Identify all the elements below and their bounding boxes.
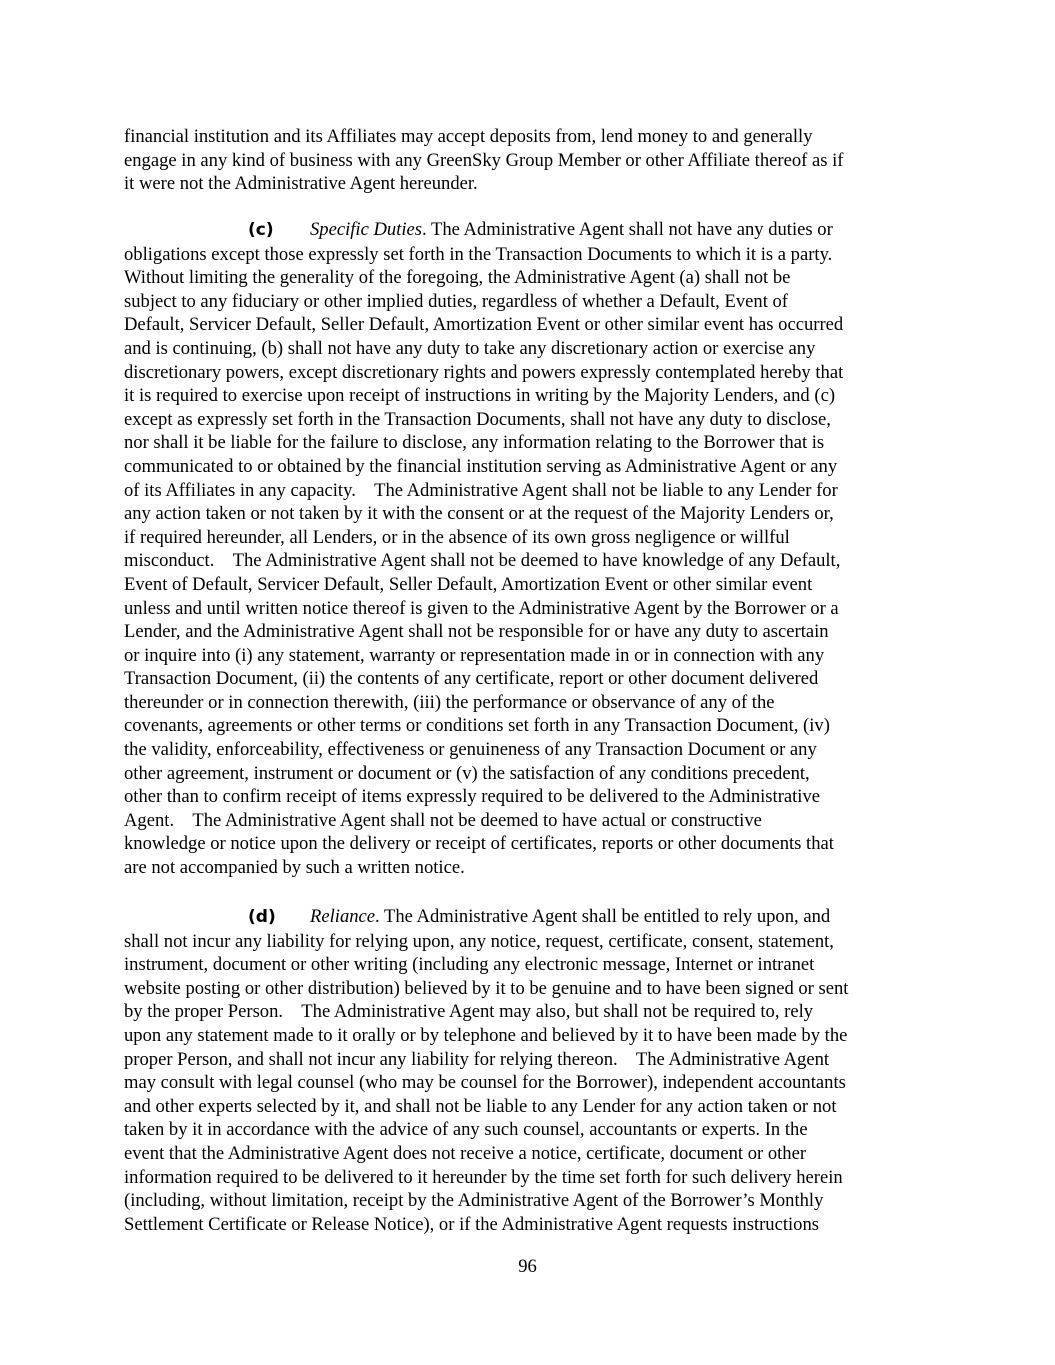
text-line: Default, Servicer Default, Seller Default, Amortization Event or other similar event has occurred [124, 314, 844, 336]
text-line: upon any statement made to it orally or by telephone and believed by it to have been made by the [124, 1024, 848, 1046]
page-number: 96 [518, 1256, 537, 1277]
text-line: Lender, and the Administrative Agent shall not be responsible for or have any duty to ascertain [124, 621, 829, 643]
paragraph-c-specific-duties [124, 218, 936, 880]
paragraph-d-reliance [124, 905, 936, 1236]
text-line: other than to confirm receipt of items expressly required to be delivered to the Administrative [124, 786, 821, 808]
text-line: Settlement Certificate or Release Notice), or if the Administrative Agent requests instructions [124, 1213, 820, 1235]
text-line: are not accompanied by such a written notice. [124, 857, 465, 879]
paragraph-first-line [124, 905, 936, 930]
text-line: website posting or other distribution) believed by it to be genuine and to have been signed or sent [124, 977, 849, 999]
text-line: shall not incur any liability for relying upon, any notice, request, certificate, consent, statement, [124, 930, 834, 952]
text-line: other agreement, instrument or document or (v) the satisfaction of any conditions precedent, [124, 762, 810, 784]
text-line: discretionary powers, except discretionary rights and powers expressly contemplated hereby that [124, 361, 844, 383]
text-line: Without limiting the generality of the foregoing, the Administrative Agent (a) shall not be [124, 267, 791, 289]
text-fragment: . The Administrative Agent shall not have any duties or [422, 219, 833, 240]
text-line: any action taken or not taken by it with the consent or at the request of the Majority Lenders or, [124, 503, 834, 525]
text-line: may consult with legal counsel (who may be counsel for the Borrower), independent accountants [124, 1072, 846, 1094]
text-line: instrument, document or other writing (including any electronic message, Internet or intranet [124, 954, 815, 976]
text-line: financial institution and its Affiliates may accept deposits from, lend money to and generally [124, 126, 813, 147]
section-heading: Reliance [310, 906, 376, 927]
text-line: and other experts selected by it, and shall not be liable to any Lender for any action taken or not [124, 1095, 837, 1117]
text-line: engage in any kind of business with any GreenSky Group Member or other Affiliate thereof as if [124, 149, 844, 171]
paragraph-first-line [124, 218, 936, 243]
text-line: by the proper Person. The Administrative Agent may also, but shall not be required to, rely [124, 1001, 814, 1023]
text-line: it is required to exercise upon receipt of instructions in writing by the Majority Lenders, and (c) [124, 385, 836, 407]
text-line: and is continuing, (b) shall not have any duty to take any discretionary action or exercise any [124, 337, 816, 359]
text-line: the validity, enforceability, effectiveness or genuineness of any Transaction Document or any [124, 739, 817, 761]
text-line: knowledge or notice upon the delivery or receipt of certificates, reports or other documents that [124, 833, 834, 855]
text-line: Transaction Document, (ii) the contents of any certificate, report or other document delivered [124, 668, 819, 690]
text-line: information required to be delivered to it hereunder by the time set forth for such delivery herein [124, 1166, 843, 1188]
text-line: it were not the Administrative Agent hereunder. [124, 173, 478, 195]
text-line: obligations except those expressly set forth in the Transaction Documents to which it is a party. [124, 243, 833, 265]
text-line: nor shall it be liable for the failure to disclose, any information relating to the Borrower that is [124, 432, 825, 454]
text-line: event that the Administrative Agent does not receive a notice, certificate, document or other [124, 1142, 807, 1164]
section-marker: (d) [248, 907, 276, 927]
text-line: if required hereunder, all Lenders, or in the absence of its own gross negligence or willful [124, 526, 790, 548]
text-line: proper Person, and shall not incur any liability for relying thereon. The Administrative Agent [124, 1048, 830, 1070]
text-line: unless and until written notice thereof is given to the Administrative Agent by the Borrower or a [124, 597, 839, 619]
section-heading: Specific Duties [310, 219, 423, 240]
text-line: except as expressly set forth in the Transaction Documents, shall not have any duty to disclose, [124, 408, 831, 430]
paragraph-b-continuation [124, 125, 936, 196]
text-line: Event of Default, Servicer Default, Seller Default, Amortization Event or other similar event [124, 573, 813, 595]
text-line: subject to any fiduciary or other implied duties, regardless of whether a Default, Event of [124, 290, 788, 312]
text-line: misconduct. The Administrative Agent shall not be deemed to have knowledge of any Default, [124, 550, 841, 572]
text-line: taken by it in accordance with the advice of any such counsel, accountants or experts. In the [124, 1119, 808, 1141]
text-line: communicated to or obtained by the financial institution serving as Administrative Agent or any [124, 455, 838, 477]
text-fragment: . The Administrative Agent shall be entitled to rely upon, and [375, 906, 831, 927]
text-line: (including, without limitation, receipt by the Administrative Agent of the Borrower’s Monthly [124, 1190, 824, 1212]
text-line: thereunder or in connection therewith, (iii) the performance or observance of any of the [124, 691, 775, 713]
text-line: of its Affiliates in any capacity. The Administrative Agent shall not be liable to any Lender for [124, 479, 838, 501]
section-marker: (c) [248, 220, 274, 240]
text-line: covenants, agreements or other terms or conditions set forth in any Transaction Document, (iv) [124, 715, 830, 737]
text-line: or inquire into (i) any statement, warranty or representation made in or in connection with any [124, 644, 825, 666]
text-line: Agent. The Administrative Agent shall not be deemed to have actual or constructive [124, 809, 762, 831]
